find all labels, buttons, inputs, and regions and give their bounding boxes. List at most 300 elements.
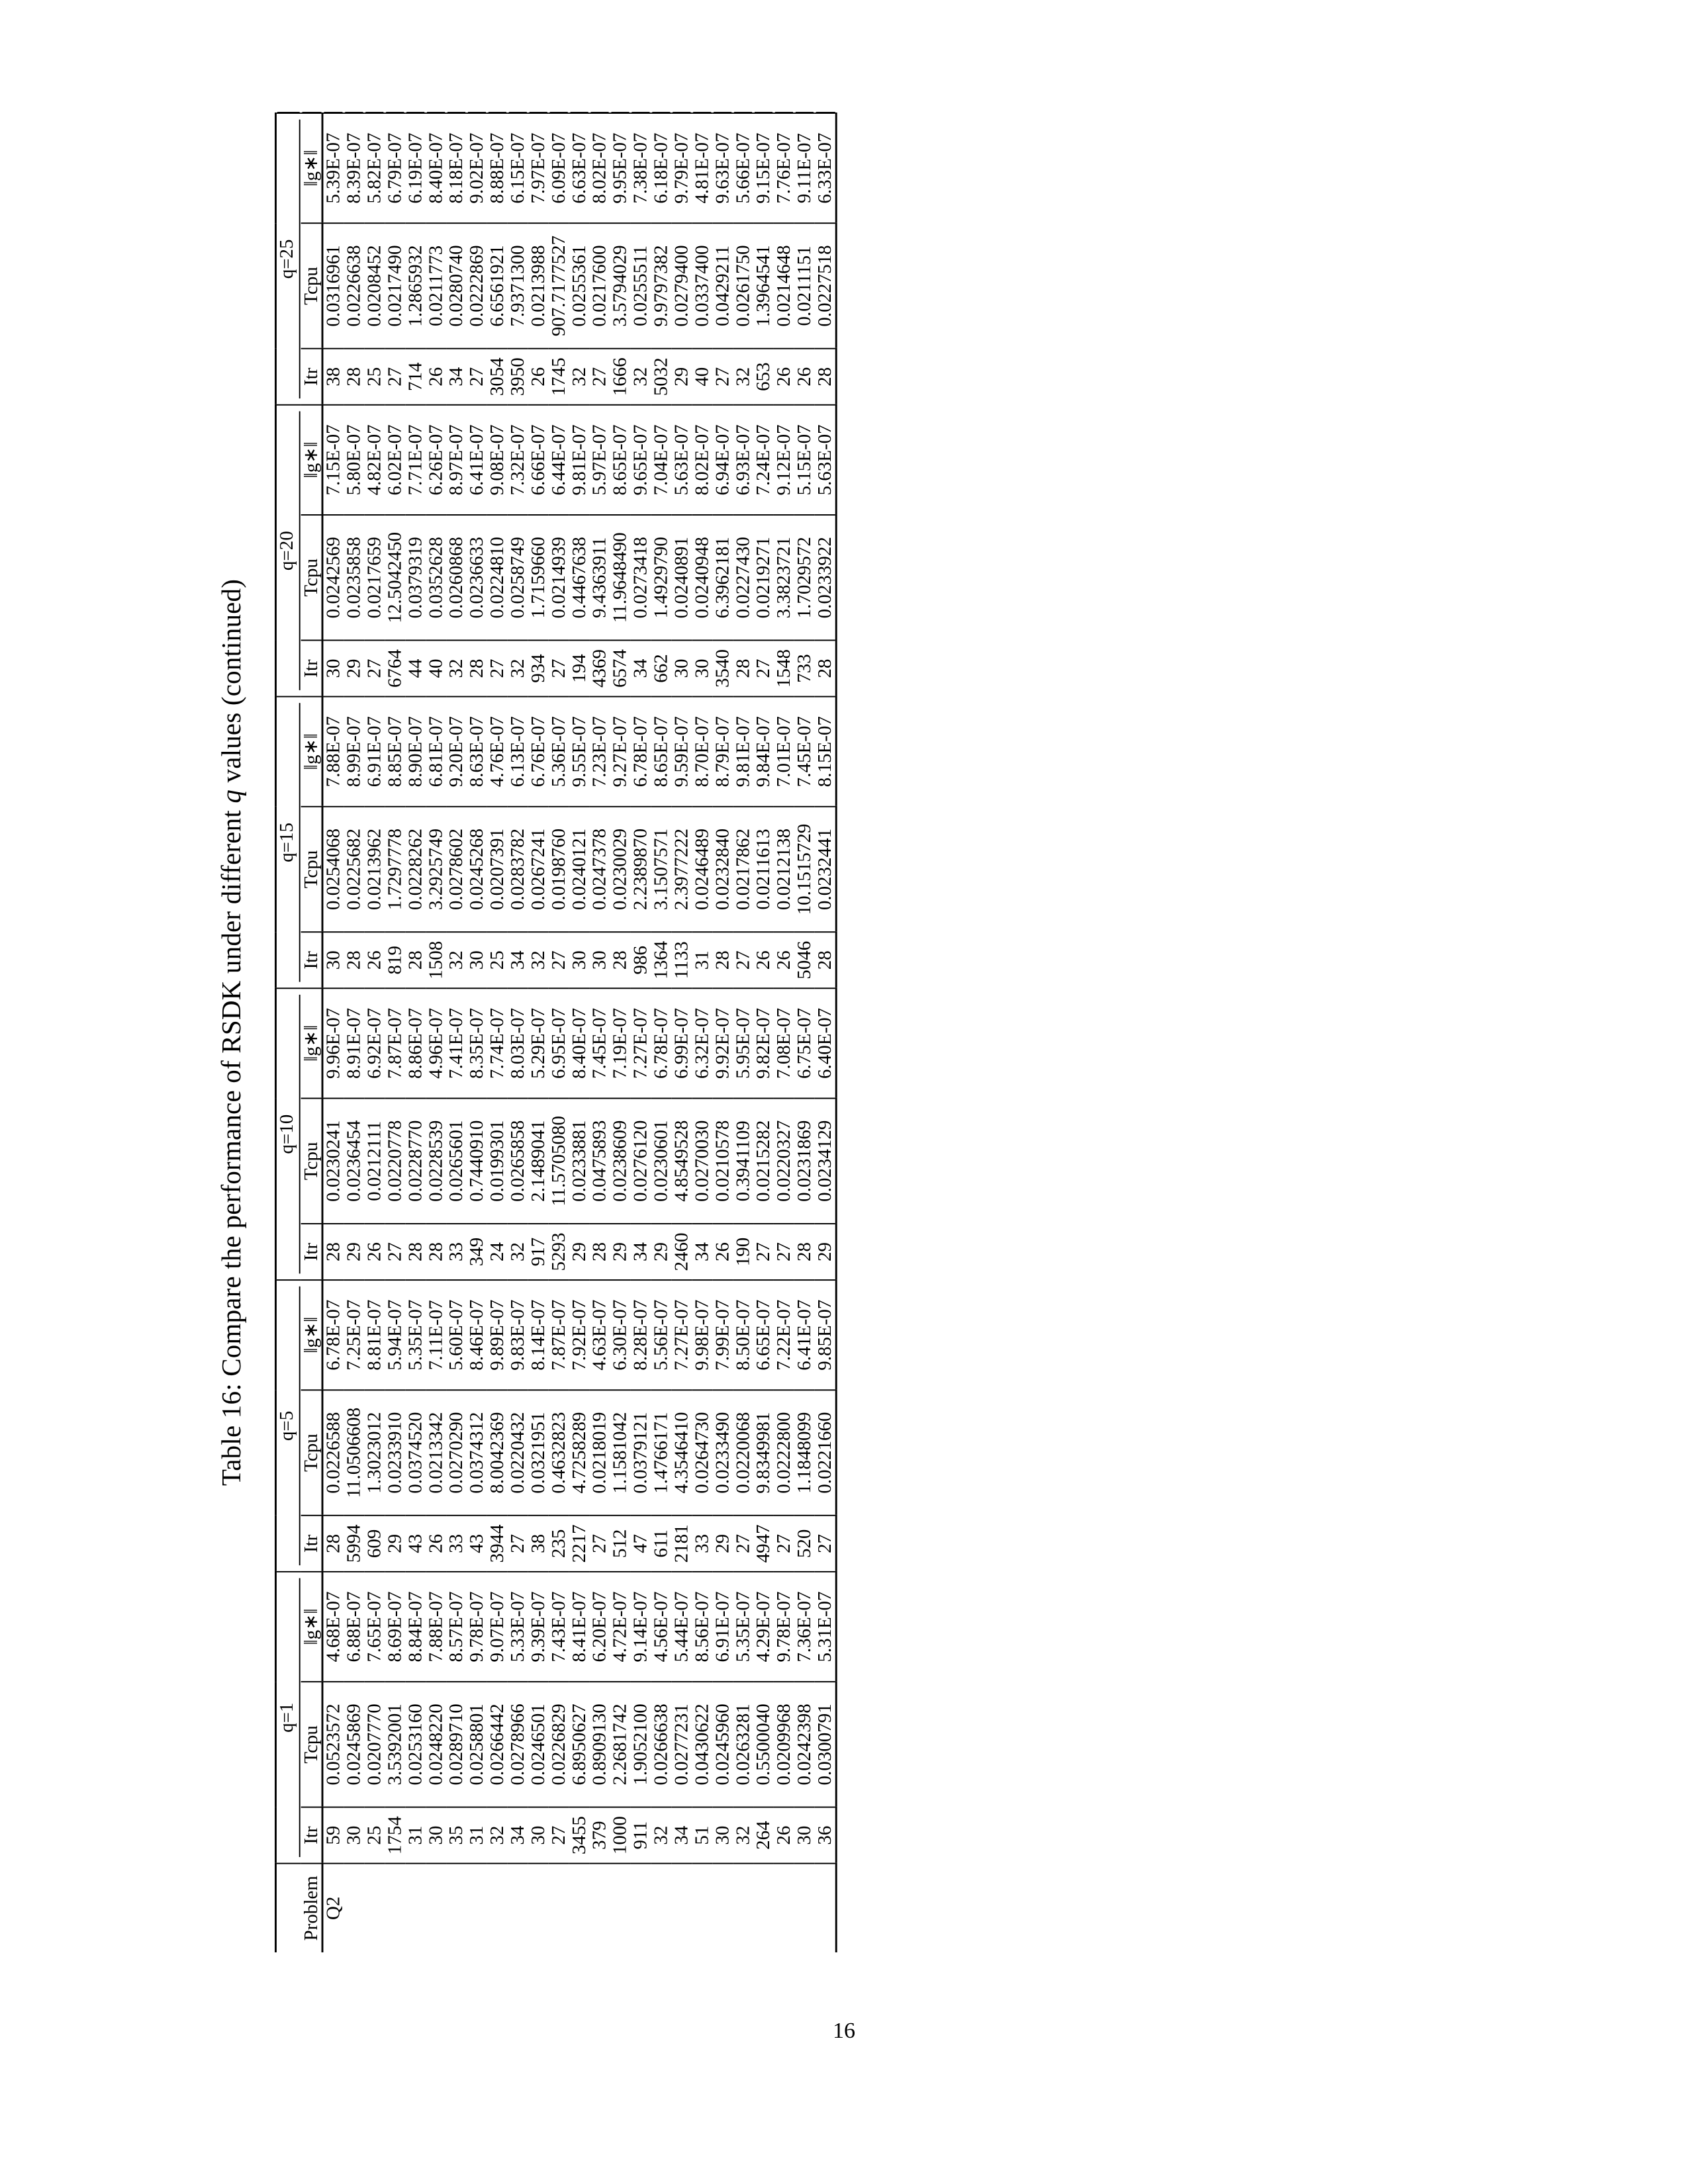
cell-q10-itr: 27 (753, 1224, 774, 1280)
table-row (774, 113, 794, 1952)
cell-q20-gnorm: 8.97E-07 (446, 405, 467, 515)
cell-q5-gnorm: 9.83E-07 (508, 1280, 528, 1390)
cell-q15-gnorm: 8.63E-07 (467, 697, 487, 807)
cell-q25-gnorm: 4.81E-07 (692, 113, 712, 223)
cell-q25-gnorm: 5.66E-07 (733, 113, 753, 223)
cell-q20-itr: 32 (508, 640, 528, 696)
cell-q1-itr: 25 (364, 1807, 385, 1864)
cell-q1-gnorm: 7.65E-07 (364, 1572, 385, 1682)
cell-q10-tcpu: 0.0230601 (651, 1099, 671, 1224)
cell-q15-itr: 1364 (651, 932, 671, 988)
cell-q5-gnorm: 9.98E-07 (692, 1280, 712, 1390)
cell-q1-itr: 31 (405, 1807, 426, 1864)
cell-q1-tcpu: 1.9052100 (630, 1682, 651, 1807)
cell-q1-itr: 30 (712, 1807, 733, 1864)
cell-q5-gnorm: 5.56E-07 (651, 1280, 671, 1390)
table-row (630, 113, 651, 1952)
cell-q5-tcpu: 0.0233910 (385, 1390, 405, 1515)
cell-q5-tcpu: 0.0321951 (528, 1390, 549, 1515)
cell-q15-gnorm: 8.79E-07 (712, 697, 733, 807)
cell-q25-tcpu: 7.9371300 (508, 223, 528, 348)
cell-q5-tcpu: 0.0374312 (467, 1390, 487, 1515)
column-header-q15-tcpu: Tcpu (301, 807, 322, 932)
cell-q25-gnorm: 9.79E-07 (671, 113, 692, 223)
cell-q15-itr: 32 (446, 932, 467, 988)
cell-q20-tcpu: 9.4363911 (590, 515, 610, 640)
cell-q20-tcpu: 11.9648490 (610, 515, 631, 640)
table-caption (215, 579, 247, 1486)
cell-q10-gnorm: 7.27E-07 (630, 988, 651, 1098)
cell-q15-tcpu: 0.0283782 (508, 807, 528, 932)
table-row (590, 113, 610, 1952)
cell-q5-tcpu: 0.0226588 (322, 1390, 344, 1515)
cell-q25-tcpu: 0.0208452 (364, 223, 385, 348)
cell-q10-gnorm: 8.35E-07 (467, 988, 487, 1098)
cell-q20-itr: 28 (815, 640, 836, 696)
cell-q10-gnorm: 7.87E-07 (385, 988, 405, 1098)
cell-q5-tcpu: 0.0221660 (815, 1390, 836, 1515)
cell-q10-tcpu: 0.0233881 (569, 1099, 590, 1224)
problem-label-cell (630, 1864, 651, 1952)
cell-q5-itr: 520 (794, 1516, 815, 1572)
cell-q25-tcpu: 0.0213988 (528, 223, 549, 348)
column-header-q25-itr: Itr (301, 349, 322, 405)
cell-q10-itr: 29 (815, 1224, 836, 1280)
cell-q10-tcpu: 2.1489041 (528, 1099, 549, 1224)
cell-q20-gnorm: 5.97E-07 (590, 405, 610, 515)
cell-q15-itr: 32 (528, 932, 549, 988)
cell-q20-tcpu: 12.5042450 (385, 515, 405, 640)
table-row (364, 113, 385, 1952)
cell-q25-tcpu: 1.3964541 (753, 223, 774, 348)
cell-q10-tcpu: 11.5705080 (549, 1099, 569, 1224)
cell-q15-gnorm: 8.85E-07 (385, 697, 405, 807)
group-header-q20-label: q=20 (277, 411, 301, 690)
cell-q10-tcpu: 0.0231869 (794, 1099, 815, 1224)
cell-q1-itr: 32 (733, 1807, 753, 1864)
cell-q1-tcpu: 2.2681742 (610, 1682, 631, 1807)
table-row (651, 113, 671, 1952)
cell-q1-tcpu: 0.0300791 (815, 1682, 836, 1807)
cell-q10-tcpu: 0.0228539 (426, 1099, 446, 1224)
cell-q20-gnorm: 7.71E-07 (405, 405, 426, 515)
cell-q15-tcpu: 2.3977222 (671, 807, 692, 932)
cell-q10-tcpu: 0.0234129 (815, 1099, 836, 1224)
cell-q25-itr: 27 (590, 349, 610, 405)
cell-q10-gnorm: 5.95E-07 (733, 988, 753, 1098)
cell-q15-itr: 30 (322, 932, 344, 988)
group-header-q10 (275, 988, 301, 1280)
cell-q25-gnorm: 6.15E-07 (508, 113, 528, 223)
cell-q5-tcpu: 1.1581042 (610, 1390, 631, 1515)
group-header-q25-label: q=25 (277, 120, 301, 398)
cell-q5-itr: 609 (364, 1516, 385, 1572)
page-number: 16 (833, 2019, 855, 2043)
cell-q25-itr: 1745 (549, 349, 569, 405)
cell-q10-tcpu: 0.0238609 (610, 1099, 631, 1224)
cell-q5-tcpu: 0.0222800 (774, 1390, 794, 1515)
cell-q25-tcpu: 0.0316961 (322, 223, 344, 348)
cell-q10-tcpu: 4.8549528 (671, 1099, 692, 1224)
table-row (549, 113, 569, 1952)
cell-q20-tcpu: 0.0240948 (692, 515, 712, 640)
cell-q20-gnorm: 9.81E-07 (569, 405, 590, 515)
cell-q25-itr: 26 (528, 349, 549, 405)
cell-q1-gnorm: 9.39E-07 (528, 1572, 549, 1682)
cell-q25-tcpu: 3.5794029 (610, 223, 631, 348)
cell-q25-tcpu: 0.0255511 (630, 223, 651, 348)
problem-label-cell (446, 1864, 467, 1952)
cell-q5-itr: 28 (322, 1516, 344, 1572)
cell-q1-gnorm: 4.72E-07 (610, 1572, 631, 1682)
cell-q10-gnorm: 8.91E-07 (344, 988, 364, 1098)
cell-q1-itr: 3455 (569, 1807, 590, 1864)
cell-q1-tcpu: 0.0266638 (651, 1682, 671, 1807)
cell-q1-itr: 911 (630, 1807, 651, 1864)
cell-q25-gnorm: 6.19E-07 (405, 113, 426, 223)
performance-table (275, 113, 837, 1952)
cell-q1-gnorm: 7.88E-07 (426, 1572, 446, 1682)
cell-q25-itr: 27 (712, 349, 733, 405)
cell-q5-itr: 512 (610, 1516, 631, 1572)
cell-q20-tcpu: 1.7159660 (528, 515, 549, 640)
cell-q5-gnorm: 8.81E-07 (364, 1280, 385, 1390)
cell-q10-tcpu: 0.0220778 (385, 1099, 405, 1224)
cell-q1-gnorm: 9.78E-07 (467, 1572, 487, 1682)
cell-q15-itr: 27 (549, 932, 569, 988)
cell-q10-gnorm: 6.78E-07 (651, 988, 671, 1098)
cell-q20-tcpu: 0.4467638 (569, 515, 590, 640)
cell-q5-gnorm: 7.27E-07 (671, 1280, 692, 1390)
table-row (610, 113, 631, 1952)
problem-label-cell (712, 1864, 733, 1952)
cell-q10-gnorm: 7.74E-07 (487, 988, 508, 1098)
cell-q15-gnorm: 6.78E-07 (630, 697, 651, 807)
cell-q20-itr: 6764 (385, 640, 405, 696)
table-head (275, 113, 322, 1952)
problem-label-cell (753, 1864, 774, 1952)
cell-q25-itr: 26 (426, 349, 446, 405)
cell-q15-itr: 26 (753, 932, 774, 988)
cell-q1-itr: 1000 (610, 1807, 631, 1864)
cell-q10-gnorm: 9.92E-07 (712, 988, 733, 1098)
cell-q15-itr: 31 (692, 932, 712, 988)
cell-q20-itr: 30 (322, 640, 344, 696)
cell-q20-gnorm: 9.12E-07 (774, 405, 794, 515)
cell-q10-itr: 34 (692, 1224, 712, 1280)
cell-q1-tcpu: 0.0245869 (344, 1682, 364, 1807)
column-header-q25-tcpu: Tcpu (301, 223, 322, 348)
cell-q25-itr: 38 (322, 349, 344, 405)
cell-q10-tcpu: 0.0270030 (692, 1099, 712, 1224)
cell-q15-tcpu: 0.0232441 (815, 807, 836, 932)
cell-q20-itr: 27 (549, 640, 569, 696)
cell-q5-itr: 29 (385, 1516, 405, 1572)
cell-q15-itr: 28 (610, 932, 631, 988)
cell-q15-itr: 34 (508, 932, 528, 988)
cell-q25-gnorm: 6.63E-07 (569, 113, 590, 223)
cell-q25-gnorm: 7.76E-07 (774, 113, 794, 223)
cell-q10-tcpu: 0.0230241 (322, 1099, 344, 1224)
cell-q25-gnorm: 8.88E-07 (487, 113, 508, 223)
cell-q25-itr: 5032 (651, 349, 671, 405)
cell-q15-itr: 25 (487, 932, 508, 988)
cell-q10-gnorm: 8.40E-07 (569, 988, 590, 1098)
cell-q5-gnorm: 7.87E-07 (549, 1280, 569, 1390)
cell-q20-tcpu: 0.0224810 (487, 515, 508, 640)
table-row (487, 113, 508, 1952)
table-row (508, 113, 528, 1952)
group-header-q20 (275, 405, 301, 697)
cell-q10-gnorm: 8.03E-07 (508, 988, 528, 1098)
cell-q20-tcpu: 1.7029572 (794, 515, 815, 640)
cell-q5-gnorm: 8.50E-07 (733, 1280, 753, 1390)
cell-q5-itr: 27 (733, 1516, 753, 1572)
cell-q5-tcpu: 0.0218019 (590, 1390, 610, 1515)
cell-q1-gnorm: 6.91E-07 (712, 1572, 733, 1682)
cell-q1-gnorm: 9.07E-07 (487, 1572, 508, 1682)
cell-q1-tcpu: 0.0226829 (549, 1682, 569, 1807)
cell-q15-tcpu: 3.1507571 (651, 807, 671, 932)
cell-q25-itr: 32 (733, 349, 753, 405)
cell-q1-tcpu: 0.0248220 (426, 1682, 446, 1807)
cell-q5-gnorm: 4.63E-07 (590, 1280, 610, 1390)
column-header-q1-gnorm: ‖g∗‖ (301, 1572, 322, 1682)
cell-q5-gnorm: 8.46E-07 (467, 1280, 487, 1390)
cell-q10-tcpu: 0.0199301 (487, 1099, 508, 1224)
cell-q5-itr: 47 (630, 1516, 651, 1572)
cell-q1-gnorm: 4.29E-07 (753, 1572, 774, 1682)
cell-q20-gnorm: 9.65E-07 (630, 405, 651, 515)
column-header-q5-itr: Itr (301, 1516, 322, 1572)
problem-label-cell (467, 1864, 487, 1952)
cell-q20-itr: 29 (344, 640, 364, 696)
cell-q10-tcpu: 0.7440910 (467, 1099, 487, 1224)
cell-q1-gnorm: 7.43E-07 (549, 1572, 569, 1682)
cell-q1-gnorm: 8.41E-07 (569, 1572, 590, 1682)
cell-q5-tcpu: 4.3546410 (671, 1390, 692, 1515)
cell-q20-tcpu: 3.3823721 (774, 515, 794, 640)
cell-q20-gnorm: 6.66E-07 (528, 405, 549, 515)
problem-label-cell (569, 1864, 590, 1952)
cell-q10-tcpu: 0.0212111 (364, 1099, 385, 1224)
cell-q20-tcpu: 0.0273418 (630, 515, 651, 640)
cell-q15-tcpu: 2.2389870 (630, 807, 651, 932)
cell-q15-itr: 27 (733, 932, 753, 988)
cell-q20-gnorm: 5.15E-07 (794, 405, 815, 515)
problem-label-cell (385, 1864, 405, 1952)
problem-label-cell (487, 1864, 508, 1952)
cell-q15-gnorm: 6.13E-07 (508, 697, 528, 807)
cell-q5-itr: 27 (508, 1516, 528, 1572)
cell-q15-gnorm: 8.65E-07 (651, 697, 671, 807)
cell-q15-tcpu: 1.7297778 (385, 807, 405, 932)
cell-q15-gnorm: 7.23E-07 (590, 697, 610, 807)
cell-q15-tcpu: 0.0247378 (590, 807, 610, 932)
cell-q5-itr: 2217 (569, 1516, 590, 1572)
cell-q15-tcpu: 0.0212138 (774, 807, 794, 932)
cell-q15-tcpu: 0.0213962 (364, 807, 385, 932)
cell-q1-tcpu: 0.0430622 (692, 1682, 712, 1807)
problem-label-cell (528, 1864, 549, 1952)
cell-q15-gnorm: 5.36E-07 (549, 697, 569, 807)
cell-q5-gnorm: 5.35E-07 (405, 1280, 426, 1390)
cell-q10-tcpu: 0.0475893 (590, 1099, 610, 1224)
cell-q20-gnorm: 6.94E-07 (712, 405, 733, 515)
cell-q20-gnorm: 8.65E-07 (610, 405, 631, 515)
cell-q1-tcpu: 0.0523572 (322, 1682, 344, 1807)
cell-q5-tcpu: 0.0220432 (508, 1390, 528, 1515)
cell-q5-gnorm: 5.94E-07 (385, 1280, 405, 1390)
cell-q10-itr: 28 (405, 1224, 426, 1280)
cell-q5-gnorm: 9.89E-07 (487, 1280, 508, 1390)
cell-q10-itr: 349 (467, 1224, 487, 1280)
cell-q15-gnorm: 9.27E-07 (610, 697, 631, 807)
column-header-row (301, 113, 322, 1952)
cell-q5-gnorm: 7.25E-07 (344, 1280, 364, 1390)
cell-q20-itr: 44 (405, 640, 426, 696)
cell-q1-gnorm: 7.36E-07 (794, 1572, 815, 1682)
cell-q10-itr: 28 (590, 1224, 610, 1280)
cell-q5-tcpu: 0.0213342 (426, 1390, 446, 1515)
cell-q25-gnorm: 8.02E-07 (590, 113, 610, 223)
cell-q5-itr: 33 (692, 1516, 712, 1572)
cell-q5-tcpu: 1.1848099 (794, 1390, 815, 1515)
cell-q10-itr: 27 (385, 1224, 405, 1280)
cell-q15-gnorm: 7.45E-07 (794, 697, 815, 807)
cell-q20-itr: 733 (794, 640, 815, 696)
cell-q25-itr: 28 (344, 349, 364, 405)
cell-q10-itr: 29 (569, 1224, 590, 1280)
cell-q20-tcpu: 0.0236633 (467, 515, 487, 640)
cell-q20-tcpu: 0.0258749 (508, 515, 528, 640)
cell-q15-itr: 30 (590, 932, 610, 988)
cell-q15-gnorm: 4.76E-07 (487, 697, 508, 807)
table-row (467, 113, 487, 1952)
cell-q15-tcpu: 0.0228262 (405, 807, 426, 932)
cell-q5-gnorm: 8.14E-07 (528, 1280, 549, 1390)
cell-q25-tcpu: 1.2865932 (405, 223, 426, 348)
cell-q15-tcpu: 0.0230029 (610, 807, 631, 932)
caption-suffix: values (continued) (216, 578, 246, 790)
cell-q20-gnorm: 8.02E-07 (692, 405, 712, 515)
cell-q25-tcpu: 9.9797382 (651, 223, 671, 348)
cell-q10-itr: 29 (610, 1224, 631, 1280)
cell-q15-tcpu: 0.0232840 (712, 807, 733, 932)
cell-q20-gnorm: 5.80E-07 (344, 405, 364, 515)
cell-q25-gnorm: 6.33E-07 (815, 113, 836, 223)
table-row (344, 113, 364, 1952)
column-header-q10-tcpu: Tcpu (301, 1099, 322, 1224)
group-header-q15-label: q=15 (277, 703, 301, 981)
problem-label-cell (364, 1864, 385, 1952)
cell-q1-itr: 35 (446, 1807, 467, 1864)
cell-q1-itr: 30 (344, 1807, 364, 1864)
cell-q1-tcpu: 0.0263281 (733, 1682, 753, 1807)
group-header-q15 (275, 697, 301, 989)
cell-q25-itr: 27 (467, 349, 487, 405)
cell-q15-itr: 28 (815, 932, 836, 988)
cell-q25-tcpu: 6.6561921 (487, 223, 508, 348)
cell-q15-gnorm: 7.01E-07 (774, 697, 794, 807)
cell-q10-itr: 26 (712, 1224, 733, 1280)
problem-label-cell (651, 1864, 671, 1952)
cell-q1-tcpu: 0.0277231 (671, 1682, 692, 1807)
cell-q20-itr: 28 (733, 640, 753, 696)
problem-label-cell (774, 1864, 794, 1952)
cell-q25-tcpu: 0.0261750 (733, 223, 753, 348)
cell-q20-gnorm: 4.82E-07 (364, 405, 385, 515)
cell-q15-tcpu: 0.0278602 (446, 807, 467, 932)
cell-q5-gnorm: 7.99E-07 (712, 1280, 733, 1390)
cell-q5-itr: 27 (774, 1516, 794, 1572)
cell-q15-gnorm: 8.90E-07 (405, 697, 426, 807)
cell-q25-itr: 29 (671, 349, 692, 405)
cell-q1-itr: 30 (528, 1807, 549, 1864)
cell-q20-itr: 27 (753, 640, 774, 696)
cell-q1-tcpu: 0.8909130 (590, 1682, 610, 1807)
cell-q10-gnorm: 7.19E-07 (610, 988, 631, 1098)
cell-q25-tcpu: 0.0280740 (446, 223, 467, 348)
cell-q20-gnorm: 6.41E-07 (467, 405, 487, 515)
cell-q15-tcpu: 0.0211613 (753, 807, 774, 932)
cell-q5-itr: 27 (815, 1516, 836, 1572)
cell-q25-tcpu: 0.0227518 (815, 223, 836, 348)
cell-q25-itr: 32 (630, 349, 651, 405)
cell-q20-tcpu: 0.0233922 (815, 515, 836, 640)
cell-q25-itr: 3950 (508, 349, 528, 405)
cell-q1-itr: 27 (549, 1807, 569, 1864)
cell-q15-itr: 26 (364, 932, 385, 988)
cell-q10-itr: 24 (487, 1224, 508, 1280)
table-row (322, 113, 344, 1952)
cell-q10-itr: 190 (733, 1224, 753, 1280)
cell-q1-gnorm: 8.84E-07 (405, 1572, 426, 1682)
cell-q25-gnorm: 7.38E-07 (630, 113, 651, 223)
cell-q5-gnorm: 6.78E-07 (322, 1280, 344, 1390)
cell-q1-tcpu: 0.0245960 (712, 1682, 733, 1807)
cell-q1-tcpu: 0.0207770 (364, 1682, 385, 1807)
cell-q1-gnorm: 4.68E-07 (322, 1572, 344, 1682)
cell-q1-itr: 26 (774, 1807, 794, 1864)
cell-q15-gnorm: 6.91E-07 (364, 697, 385, 807)
cell-q25-tcpu: 0.0211151 (794, 223, 815, 348)
cell-q20-tcpu: 0.0240891 (671, 515, 692, 640)
cell-q25-itr: 34 (446, 349, 467, 405)
cell-q5-itr: 43 (405, 1516, 426, 1572)
cell-q5-itr: 43 (467, 1516, 487, 1572)
cell-q10-tcpu: 0.0210578 (712, 1099, 733, 1224)
cell-q10-tcpu: 0.3941109 (733, 1099, 753, 1224)
cell-q5-gnorm: 7.92E-07 (569, 1280, 590, 1390)
cell-q25-gnorm: 9.02E-07 (467, 113, 487, 223)
group-header-q1 (275, 1572, 301, 1864)
cell-q15-itr: 5046 (794, 932, 815, 988)
cell-q15-itr: 986 (630, 932, 651, 988)
problem-label-cell (344, 1864, 364, 1952)
cell-q25-tcpu: 0.0222869 (467, 223, 487, 348)
cell-q20-itr: 28 (467, 640, 487, 696)
cell-q25-gnorm: 5.39E-07 (322, 113, 344, 223)
cell-q20-itr: 32 (446, 640, 467, 696)
cell-q20-itr: 662 (651, 640, 671, 696)
cell-q10-gnorm: 6.40E-07 (815, 988, 836, 1098)
cell-q25-itr: 1666 (610, 349, 631, 405)
cell-q20-gnorm: 6.44E-07 (549, 405, 569, 515)
cell-q5-itr: 2181 (671, 1516, 692, 1572)
cell-q15-gnorm: 8.15E-07 (815, 697, 836, 807)
cell-q20-itr: 194 (569, 640, 590, 696)
